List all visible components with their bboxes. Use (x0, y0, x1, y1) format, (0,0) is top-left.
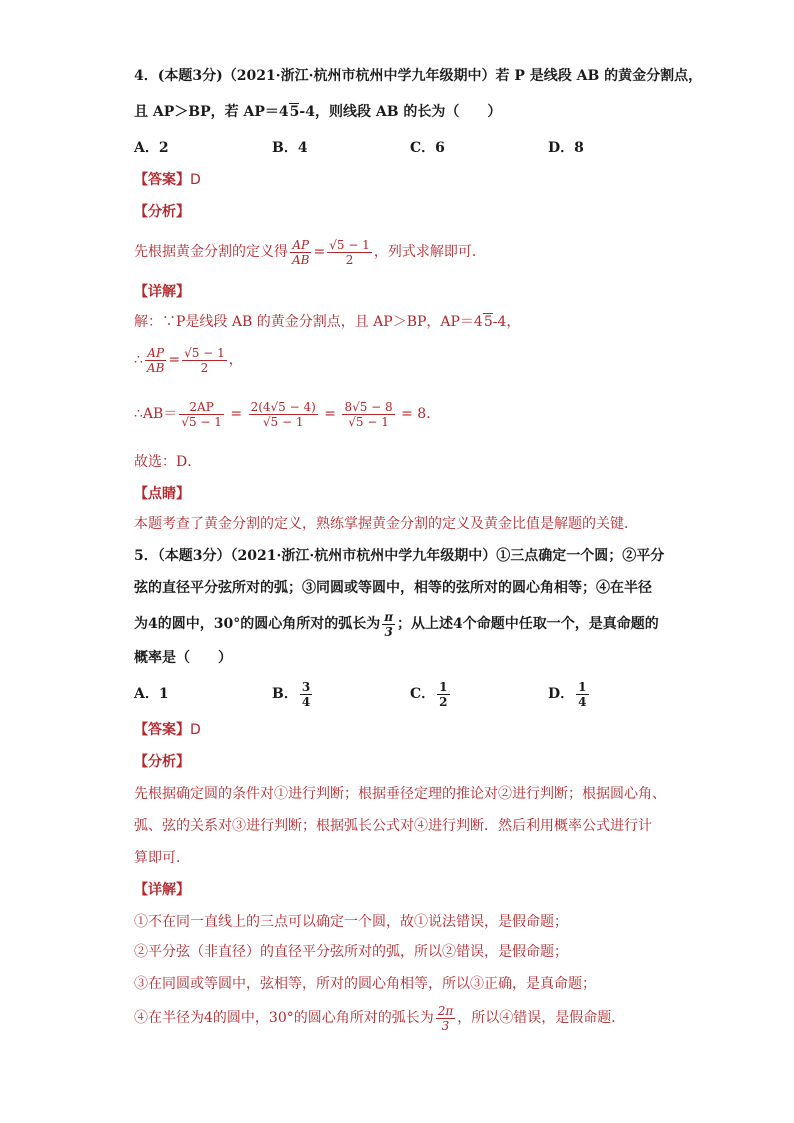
minus-4: -4 (299, 104, 315, 120)
detail-tag: 【详解】 (134, 882, 190, 898)
equals: = (324, 406, 336, 422)
q5-stem-line2: 弦的直径平分弦所对的弧；③同圆或等圆中，相等的弦所对的圆心角相等；④在半径 (134, 580, 652, 596)
pi-over-3-fraction: $\frac{\pi}{3}$ (384, 609, 394, 639)
q4-detail-line1 (134, 312, 520, 332)
q4-comment: 本题考查了黄金分割的定义，熟练掌握黄金分割的定义及黄金比值是解题的关键． (134, 516, 638, 532)
stem-line3-b: ；从上述4个命题中任取一个，是真命题的 (397, 616, 659, 632)
analysis-text-a: 先根据黄金分割的定义得 (134, 244, 288, 260)
analysis-tag: 【分析】 (134, 754, 190, 770)
sqrt-5: 5 (483, 314, 493, 330)
q4-analysis-line (134, 232, 486, 272)
q4-stem-line2 (134, 102, 501, 122)
answer-value: D (190, 722, 201, 738)
analysis-text-b: ，列式求解即可． (373, 244, 486, 260)
detail-line1-a: 解：∵P是线段 AB 的黄金分割点，且 AP＞BP，AP＝4 (134, 314, 483, 330)
result: = 8． (401, 406, 441, 422)
q4-answer-line (134, 170, 201, 190)
equals: = (168, 352, 181, 368)
q4-ab-computation (134, 392, 440, 436)
comma: ， (228, 352, 243, 368)
one-quarter-fraction: $\frac{1}{4}$ (578, 679, 587, 709)
q5-analysis-line2: 弧、弦的关系对③进行判断；根据弧长公式对④进行判断．然后利用概率公式进行计 (134, 818, 652, 834)
detail-line1-b: ， (506, 314, 521, 330)
q5-stem-line4: 概率是（ ） (134, 650, 232, 666)
ap-over-ab-fraction: $\frac{AP}{AB}$ (146, 345, 165, 375)
q4-option-c: C．6 (410, 140, 445, 156)
three-quarters-fraction: $\frac{3}{4}$ (301, 679, 311, 709)
q5-option-d: D． $\frac{1}{4}$ (548, 679, 587, 709)
answer-tag: 【答案】 (134, 172, 190, 188)
q5-detail-line2: ②平分弦（非直径）的直径平分弦所对的弧，所以②错误，是假命题； (134, 944, 568, 960)
step3-fraction: $\frac{8√5 - 8}{√5 - 1}$ (344, 399, 393, 429)
step1-fraction: $\frac{2AP}{√5 - 1}$ (181, 399, 222, 429)
q4-ratio-line (134, 340, 243, 380)
answer-tag: 【答案】 (134, 722, 190, 738)
therefore-symbol: ∴ (134, 352, 143, 368)
q5-stem-line3 (134, 604, 659, 644)
q4-option-b: B．4 (272, 140, 308, 156)
detail-line4-b: ，所以④错误，是假命题． (457, 1010, 626, 1026)
detail-line4-a: ④在半径为4的圆中，30°的圆心角所对的弧长为 (134, 1010, 434, 1026)
sqrt-5: 5 (289, 104, 300, 120)
comment-tag: 【点睛】 (134, 486, 190, 502)
equals: = (313, 244, 326, 260)
q4-stem-line2-b: ，则线段 AB 的长为（ ） (314, 104, 502, 120)
q5-detail-line4 (134, 998, 625, 1038)
therefore-ab: ∴AB＝ (134, 406, 178, 422)
q4-stem-line1: 4．(本题3分)（2021·浙江·杭州市杭州中学九年级期中）若 P 是线段 AB 的黄金分割点， (134, 68, 703, 84)
q5-option-c: C． $\frac{1}{2}$ (410, 679, 448, 709)
detail-tag: 【详解】 (134, 284, 190, 300)
q5-option-a: A．1 (134, 686, 169, 702)
q5-detail-line3: ③在同圆或等圆中，弦相等，所对的圆心角相等，所以③正确，是真命题； (134, 976, 596, 992)
q5-analysis-line1: 先根据确定圆的条件对①进行判断；根据垂径定理的推论对②进行判断；根据圆心角、 (134, 786, 666, 802)
equals: = (230, 406, 243, 422)
analysis-tag: 【分析】 (134, 204, 190, 220)
ap-over-ab-fraction: $\frac{AP}{AB}$ (292, 237, 310, 267)
minus-4: -4 (492, 314, 507, 330)
q4-conclusion: 故选：D． (134, 454, 202, 470)
q5-stem-line1: 5．（本题3分）（2021·浙江·杭州市杭州中学九年级期中）①三点确定一个圆；②平分 (134, 548, 665, 564)
golden-ratio-fraction: $\frac{√5 - 1}{2}$ (184, 345, 225, 375)
one-half-fraction: $\frac{1}{2}$ (439, 679, 448, 709)
q4-option-a: A．2 (134, 140, 169, 156)
golden-ratio-fraction: $\frac{√5 - 1}{2}$ (329, 237, 370, 267)
answer-value: D (190, 172, 201, 188)
stem-line3-a: 为4的圆中，30°的圆心角所对的弧长为 (134, 616, 381, 632)
q4-option-d: D．8 (548, 140, 584, 156)
step2-fraction: $\frac{2(4√5 - 4)}{√5 - 1}$ (250, 399, 316, 429)
q5-analysis-line3: 算即可． (134, 850, 190, 866)
q4-stem-line2-a: 且 AP＞BP，若 AP＝4 (134, 104, 289, 120)
q5-option-b: B． $\frac{3}{4}$ (272, 679, 311, 709)
two-pi-over-3-fraction: $\frac{2\pi}{3}$ (437, 1003, 454, 1033)
q5-answer-line (134, 720, 201, 740)
q5-detail-line1: ①不在同一直线上的三点可以确定一个圆，故①说法错误，是假命题； (134, 914, 568, 930)
